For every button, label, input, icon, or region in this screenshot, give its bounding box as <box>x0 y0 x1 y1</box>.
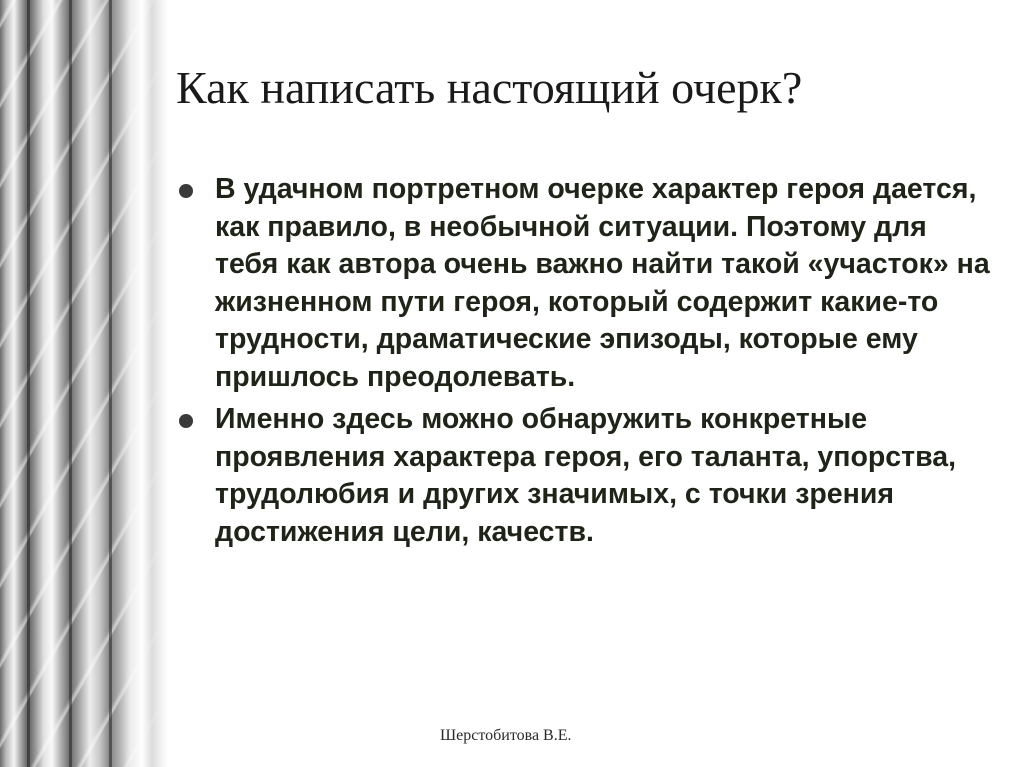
pillar-groove <box>69 0 72 767</box>
bullet-icon <box>179 184 193 198</box>
slide-title: Как написать настоящий очерк? <box>176 62 803 113</box>
bullet-icon <box>179 414 193 428</box>
pillar-diagonal-stripes <box>0 0 168 767</box>
bullet-text: Именно здесь можно обнаружить конкретные проявления характера героя, его таланта, упорства, трудолюбия и других значимых, с точки зрения достижения цели, качеств. <box>215 403 957 548</box>
decorative-pillar-border <box>0 0 168 767</box>
pillar-groove <box>27 0 30 767</box>
bullet-text: В удачном портретном очерке характер героя дается, как правило, в необычной ситуации. Поэтому для тебя как автора очень важно найти такой «участок» на жизненном пути героя, который содержит какие-то трудности, драматические эпизоды, которые ему пришлось преодолевать. <box>215 173 990 393</box>
bullet-item <box>176 401 996 551</box>
slide-footer-author: Шерстобитова В.Е. <box>440 727 572 744</box>
bullet-item <box>176 171 996 396</box>
bullet-list <box>176 171 996 556</box>
pillar-groove <box>109 0 112 767</box>
